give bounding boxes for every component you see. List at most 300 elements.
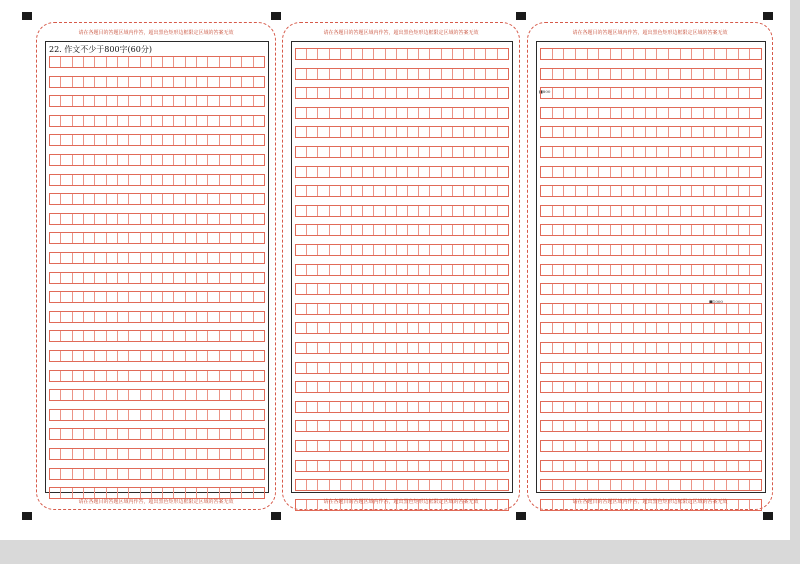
- grid-cell[interactable]: [419, 265, 430, 275]
- grid-cell[interactable]: [646, 206, 658, 216]
- grid-cell[interactable]: [727, 363, 739, 373]
- grid-cell[interactable]: [318, 206, 329, 216]
- grid-cell[interactable]: [107, 292, 118, 302]
- grid-cell[interactable]: [242, 331, 253, 341]
- grid-cell[interactable]: [692, 323, 704, 333]
- grid-cell[interactable]: [296, 480, 307, 490]
- grid-cell[interactable]: [408, 206, 419, 216]
- grid-cell[interactable]: [750, 127, 761, 137]
- grid-cell[interactable]: [646, 461, 658, 471]
- grid-cell[interactable]: [692, 69, 704, 79]
- grid-cell[interactable]: [254, 371, 264, 381]
- grid-cell[interactable]: [208, 273, 219, 283]
- grid-cell[interactable]: [174, 233, 185, 243]
- grid-cell[interactable]: [408, 323, 419, 333]
- grid-cell[interactable]: [296, 225, 307, 235]
- grid-cell[interactable]: [408, 127, 419, 137]
- grid-cell[interactable]: [152, 429, 163, 439]
- grid-cell[interactable]: [374, 480, 385, 490]
- grid-cell[interactable]: [330, 225, 341, 235]
- grid-cell[interactable]: [576, 88, 588, 98]
- grid-cell[interactable]: [352, 245, 363, 255]
- grid-cell[interactable]: [453, 108, 464, 118]
- grid-cell[interactable]: [553, 343, 565, 353]
- grid-cell[interactable]: [430, 147, 441, 157]
- grid-cell[interactable]: [118, 96, 129, 106]
- grid-cell[interactable]: [453, 382, 464, 392]
- grid-cell[interactable]: [363, 88, 374, 98]
- grid-cell[interactable]: [95, 312, 106, 322]
- grid-cell[interactable]: [588, 108, 600, 118]
- grid-cell[interactable]: [715, 343, 727, 353]
- grid-cell[interactable]: [634, 225, 646, 235]
- grid-cell[interactable]: [129, 175, 140, 185]
- grid-cell[interactable]: [704, 421, 716, 431]
- grid-cell[interactable]: [386, 343, 397, 353]
- grid-cell[interactable]: [715, 421, 727, 431]
- grid-cell[interactable]: [750, 382, 761, 392]
- grid-cell[interactable]: [599, 265, 611, 275]
- grid-cell[interactable]: [208, 390, 219, 400]
- grid-cell[interactable]: [646, 265, 658, 275]
- grid-cell[interactable]: [681, 167, 693, 177]
- grid-cell[interactable]: [73, 410, 84, 420]
- grid-cell[interactable]: [541, 461, 553, 471]
- grid-cell[interactable]: [453, 49, 464, 59]
- grid-cell[interactable]: [129, 214, 140, 224]
- grid-cell[interactable]: [163, 312, 174, 322]
- grid-cell[interactable]: [174, 116, 185, 126]
- grid-cell[interactable]: [352, 441, 363, 451]
- grid-cell[interactable]: [646, 167, 658, 177]
- grid-cell[interactable]: [220, 116, 231, 126]
- grid-cell[interactable]: [704, 441, 716, 451]
- grid-cell[interactable]: [576, 284, 588, 294]
- grid-cell[interactable]: [397, 147, 408, 157]
- grid-cell[interactable]: [430, 108, 441, 118]
- grid-cell[interactable]: [486, 69, 497, 79]
- grid-cell[interactable]: [231, 390, 242, 400]
- grid-cell[interactable]: [704, 127, 716, 137]
- grid-cell[interactable]: [318, 480, 329, 490]
- grid-cell[interactable]: [588, 284, 600, 294]
- grid-cell[interactable]: [739, 441, 751, 451]
- grid-cell[interactable]: [231, 449, 242, 459]
- grid-cell[interactable]: [681, 265, 693, 275]
- grid-cell[interactable]: [50, 57, 61, 67]
- grid-cell[interactable]: [498, 480, 508, 490]
- grid-cell[interactable]: [397, 265, 408, 275]
- grid-cell[interactable]: [498, 461, 508, 471]
- grid-cell[interactable]: [129, 96, 140, 106]
- grid-cell[interactable]: [197, 194, 208, 204]
- grid-cell[interactable]: [634, 127, 646, 137]
- grid-cell[interactable]: [129, 371, 140, 381]
- grid-cell[interactable]: [475, 402, 486, 412]
- grid-cell[interactable]: [152, 194, 163, 204]
- grid-cell[interactable]: [634, 108, 646, 118]
- grid-cell[interactable]: [442, 127, 453, 137]
- grid-cell[interactable]: [208, 96, 219, 106]
- grid-cell[interactable]: [464, 69, 475, 79]
- grid-cell[interactable]: [61, 371, 72, 381]
- grid-cell[interactable]: [318, 363, 329, 373]
- grid-cell[interactable]: [397, 382, 408, 392]
- grid-cell[interactable]: [296, 108, 307, 118]
- grid-cell[interactable]: [634, 402, 646, 412]
- grid-cell[interactable]: [727, 69, 739, 79]
- grid-cell[interactable]: [750, 421, 761, 431]
- grid-cell[interactable]: [541, 127, 553, 137]
- grid-cell[interactable]: [307, 323, 318, 333]
- grid-cell[interactable]: [84, 135, 95, 145]
- grid-cell[interactable]: [220, 233, 231, 243]
- grid-cell[interactable]: [564, 421, 576, 431]
- grid-cell[interactable]: [73, 77, 84, 87]
- grid-cell[interactable]: [118, 57, 129, 67]
- grid-cell[interactable]: [464, 323, 475, 333]
- grid-cell[interactable]: [242, 312, 253, 322]
- grid-cell[interactable]: [50, 351, 61, 361]
- grid-cell[interactable]: [739, 186, 751, 196]
- grid-cell[interactable]: [341, 225, 352, 235]
- grid-cell[interactable]: [541, 323, 553, 333]
- grid-cell[interactable]: [386, 304, 397, 314]
- grid-cell[interactable]: [669, 225, 681, 235]
- grid-cell[interactable]: [318, 265, 329, 275]
- grid-cell[interactable]: [750, 225, 761, 235]
- grid-cell[interactable]: [464, 304, 475, 314]
- grid-cell[interactable]: [553, 265, 565, 275]
- grid-cell[interactable]: [129, 449, 140, 459]
- grid-cell[interactable]: [363, 363, 374, 373]
- grid-cell[interactable]: [84, 488, 95, 498]
- grid-cell[interactable]: [107, 155, 118, 165]
- grid-cell[interactable]: [197, 175, 208, 185]
- grid-cell[interactable]: [141, 233, 152, 243]
- grid-cell[interactable]: [408, 265, 419, 275]
- grid-cell[interactable]: [430, 323, 441, 333]
- grid-cell[interactable]: [141, 449, 152, 459]
- grid-cell[interactable]: [704, 69, 716, 79]
- grid-cell[interactable]: [408, 245, 419, 255]
- grid-cell[interactable]: [163, 175, 174, 185]
- grid-cell[interactable]: [669, 206, 681, 216]
- grid-cell[interactable]: [408, 284, 419, 294]
- grid-cell[interactable]: [576, 186, 588, 196]
- grid-cell[interactable]: [152, 469, 163, 479]
- grid-cell[interactable]: [352, 108, 363, 118]
- grid-cell[interactable]: [208, 233, 219, 243]
- grid-cell[interactable]: [374, 186, 385, 196]
- grid-cell[interactable]: [704, 382, 716, 392]
- grid-cell[interactable]: [386, 49, 397, 59]
- grid-cell[interactable]: [363, 147, 374, 157]
- grid-cell[interactable]: [61, 155, 72, 165]
- grid-cell[interactable]: [397, 441, 408, 451]
- grid-cell[interactable]: [646, 402, 658, 412]
- grid-cell[interactable]: [681, 225, 693, 235]
- grid-cell[interactable]: [330, 363, 341, 373]
- grid-cell[interactable]: [564, 49, 576, 59]
- grid-cell[interactable]: [553, 147, 565, 157]
- grid-cell[interactable]: [464, 245, 475, 255]
- grid-cell[interactable]: [727, 245, 739, 255]
- grid-cell[interactable]: [363, 461, 374, 471]
- grid-cell[interactable]: [634, 265, 646, 275]
- grid-cell[interactable]: [611, 147, 623, 157]
- grid-cell[interactable]: [242, 273, 253, 283]
- grid-cell[interactable]: [739, 245, 751, 255]
- grid-cell[interactable]: [564, 363, 576, 373]
- grid-cell[interactable]: [681, 343, 693, 353]
- grid-cell[interactable]: [84, 429, 95, 439]
- grid-cell[interactable]: [296, 461, 307, 471]
- grid-cell[interactable]: [599, 147, 611, 157]
- grid-cell[interactable]: [152, 292, 163, 302]
- grid-cell[interactable]: [599, 127, 611, 137]
- grid-cell[interactable]: [453, 343, 464, 353]
- grid-cell[interactable]: [576, 480, 588, 490]
- grid-cell[interactable]: [296, 127, 307, 137]
- grid-cell[interactable]: [50, 390, 61, 400]
- grid-cell[interactable]: [634, 49, 646, 59]
- grid-cell[interactable]: [553, 127, 565, 137]
- grid-cell[interactable]: [73, 155, 84, 165]
- grid-cell[interactable]: [107, 253, 118, 263]
- grid-cell[interactable]: [174, 292, 185, 302]
- grid-cell[interactable]: [611, 265, 623, 275]
- grid-cell[interactable]: [646, 304, 658, 314]
- grid-cell[interactable]: [386, 382, 397, 392]
- grid-cell[interactable]: [208, 57, 219, 67]
- grid-cell[interactable]: [163, 116, 174, 126]
- grid-cell[interactable]: [163, 155, 174, 165]
- grid-cell[interactable]: [599, 225, 611, 235]
- grid-cell[interactable]: [715, 49, 727, 59]
- grid-cell[interactable]: [622, 206, 634, 216]
- grid-cell[interactable]: [61, 253, 72, 263]
- grid-cell[interactable]: [95, 292, 106, 302]
- grid-cell[interactable]: [442, 343, 453, 353]
- grid-cell[interactable]: [208, 214, 219, 224]
- grid-cell[interactable]: [588, 186, 600, 196]
- grid-cell[interactable]: [186, 57, 197, 67]
- grid-cell[interactable]: [419, 304, 430, 314]
- grid-cell[interactable]: [174, 449, 185, 459]
- grid-cell[interactable]: [669, 323, 681, 333]
- grid-cell[interactable]: [73, 292, 84, 302]
- grid-cell[interactable]: [588, 421, 600, 431]
- grid-cell[interactable]: [599, 363, 611, 373]
- grid-cell[interactable]: [588, 206, 600, 216]
- grid-cell[interactable]: [553, 108, 565, 118]
- grid-cell[interactable]: [576, 206, 588, 216]
- grid-cell[interactable]: [464, 382, 475, 392]
- grid-cell[interactable]: [397, 343, 408, 353]
- grid-cell[interactable]: [129, 312, 140, 322]
- grid-cell[interactable]: [307, 49, 318, 59]
- grid-cell[interactable]: [498, 245, 508, 255]
- grid-cell[interactable]: [197, 312, 208, 322]
- grid-cell[interactable]: [739, 49, 751, 59]
- grid-cell[interactable]: [61, 96, 72, 106]
- grid-cell[interactable]: [408, 108, 419, 118]
- grid-cell[interactable]: [186, 488, 197, 498]
- grid-cell[interactable]: [107, 96, 118, 106]
- grid-cell[interactable]: [84, 194, 95, 204]
- grid-cell[interactable]: [553, 245, 565, 255]
- grid-cell[interactable]: [374, 363, 385, 373]
- grid-cell[interactable]: [622, 69, 634, 79]
- grid-cell[interactable]: [692, 206, 704, 216]
- grid-cell[interactable]: [727, 265, 739, 275]
- grid-cell[interactable]: [564, 461, 576, 471]
- grid-cell[interactable]: [453, 186, 464, 196]
- grid-cell[interactable]: [541, 304, 553, 314]
- grid-cell[interactable]: [727, 402, 739, 412]
- grid-cell[interactable]: [220, 135, 231, 145]
- grid-cell[interactable]: [692, 343, 704, 353]
- grid-cell[interactable]: [84, 214, 95, 224]
- grid-cell[interactable]: [739, 206, 751, 216]
- grid-cell[interactable]: [386, 147, 397, 157]
- grid-cell[interactable]: [704, 323, 716, 333]
- grid-cell[interactable]: [386, 363, 397, 373]
- grid-cell[interactable]: [73, 96, 84, 106]
- grid-cell[interactable]: [588, 323, 600, 333]
- grid-cell[interactable]: [352, 343, 363, 353]
- grid-cell[interactable]: [220, 57, 231, 67]
- grid-cell[interactable]: [475, 480, 486, 490]
- grid-cell[interactable]: [107, 175, 118, 185]
- grid-cell[interactable]: [186, 96, 197, 106]
- grid-cell[interactable]: [84, 253, 95, 263]
- grid-cell[interactable]: [95, 371, 106, 381]
- grid-cell[interactable]: [541, 363, 553, 373]
- grid-cell[interactable]: [107, 469, 118, 479]
- grid-cell[interactable]: [174, 351, 185, 361]
- grid-cell[interactable]: [498, 265, 508, 275]
- grid-cell[interactable]: [152, 351, 163, 361]
- grid-cell[interactable]: [681, 49, 693, 59]
- grid-cell[interactable]: [152, 155, 163, 165]
- grid-cell[interactable]: [318, 441, 329, 451]
- grid-cell[interactable]: [307, 363, 318, 373]
- grid-cell[interactable]: [715, 441, 727, 451]
- grid-cell[interactable]: [588, 127, 600, 137]
- grid-cell[interactable]: [646, 186, 658, 196]
- grid-cell[interactable]: [430, 88, 441, 98]
- grid-cell[interactable]: [231, 116, 242, 126]
- grid-cell[interactable]: [152, 175, 163, 185]
- grid-cell[interactable]: [611, 382, 623, 392]
- grid-cell[interactable]: [220, 371, 231, 381]
- grid-cell[interactable]: [61, 488, 72, 498]
- grid-cell[interactable]: [727, 206, 739, 216]
- grid-cell[interactable]: [84, 469, 95, 479]
- grid-cell[interactable]: [197, 233, 208, 243]
- grid-cell[interactable]: [296, 49, 307, 59]
- grid-cell[interactable]: [464, 265, 475, 275]
- grid-cell[interactable]: [307, 402, 318, 412]
- grid-cell[interactable]: [197, 77, 208, 87]
- grid-cell[interactable]: [541, 186, 553, 196]
- grid-cell[interactable]: [61, 77, 72, 87]
- grid-cell[interactable]: [95, 96, 106, 106]
- grid-cell[interactable]: [163, 410, 174, 420]
- grid-cell[interactable]: [475, 245, 486, 255]
- grid-cell[interactable]: [588, 461, 600, 471]
- grid-cell[interactable]: [739, 108, 751, 118]
- grid-cell[interactable]: [692, 363, 704, 373]
- grid-cell[interactable]: [363, 402, 374, 412]
- grid-cell[interactable]: [141, 194, 152, 204]
- grid-cell[interactable]: [750, 441, 761, 451]
- grid-cell[interactable]: [622, 323, 634, 333]
- grid-cell[interactable]: [141, 155, 152, 165]
- grid-cell[interactable]: [564, 265, 576, 275]
- grid-cell[interactable]: [588, 343, 600, 353]
- grid-cell[interactable]: [408, 88, 419, 98]
- grid-cell[interactable]: [84, 371, 95, 381]
- grid-cell[interactable]: [152, 410, 163, 420]
- grid-cell[interactable]: [107, 312, 118, 322]
- grid-cell[interactable]: [750, 206, 761, 216]
- grid-cell[interactable]: [374, 461, 385, 471]
- grid-cell[interactable]: [141, 410, 152, 420]
- grid-cell[interactable]: [486, 186, 497, 196]
- grid-cell[interactable]: [750, 186, 761, 196]
- grid-cell[interactable]: [750, 323, 761, 333]
- grid-cell[interactable]: [352, 461, 363, 471]
- grid-cell[interactable]: [363, 441, 374, 451]
- grid-cell[interactable]: [611, 441, 623, 451]
- grid-cell[interactable]: [669, 265, 681, 275]
- grid-cell[interactable]: [152, 331, 163, 341]
- grid-cell[interactable]: [186, 312, 197, 322]
- grid-cell[interactable]: [727, 88, 739, 98]
- grid-cell[interactable]: [715, 382, 727, 392]
- grid-cell[interactable]: [704, 206, 716, 216]
- grid-cell[interactable]: [408, 304, 419, 314]
- grid-cell[interactable]: [208, 488, 219, 498]
- grid-cell[interactable]: [442, 167, 453, 177]
- grid-cell[interactable]: [163, 292, 174, 302]
- grid-cell[interactable]: [634, 69, 646, 79]
- grid-cell[interactable]: [564, 382, 576, 392]
- grid-cell[interactable]: [296, 167, 307, 177]
- grid-cell[interactable]: [163, 57, 174, 67]
- grid-cell[interactable]: [611, 323, 623, 333]
- grid-cell[interactable]: [692, 421, 704, 431]
- grid-cell[interactable]: [186, 292, 197, 302]
- grid-cell[interactable]: [599, 421, 611, 431]
- grid-cell[interactable]: [657, 206, 669, 216]
- grid-cell[interactable]: [397, 186, 408, 196]
- grid-cell[interactable]: [341, 421, 352, 431]
- grid-cell[interactable]: [622, 265, 634, 275]
- grid-cell[interactable]: [669, 245, 681, 255]
- grid-cell[interactable]: [397, 69, 408, 79]
- grid-cell[interactable]: [692, 167, 704, 177]
- grid-cell[interactable]: [681, 421, 693, 431]
- grid-cell[interactable]: [352, 480, 363, 490]
- grid-cell[interactable]: [84, 233, 95, 243]
- grid-cell[interactable]: [129, 469, 140, 479]
- grid-cell[interactable]: [296, 88, 307, 98]
- grid-cell[interactable]: [576, 245, 588, 255]
